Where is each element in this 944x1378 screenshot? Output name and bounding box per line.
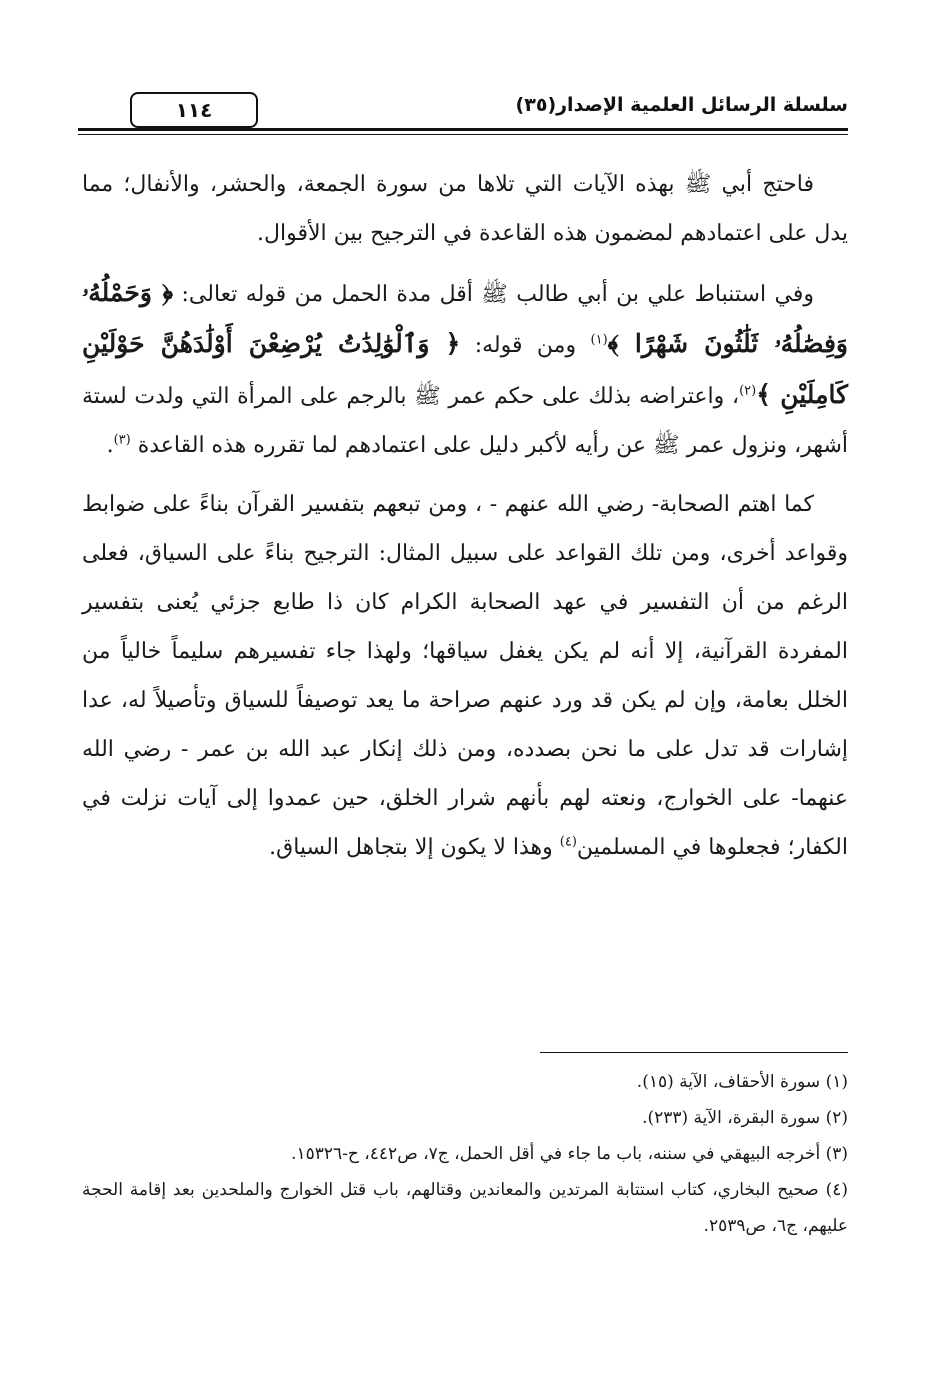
paragraph-2-intro: وفي استنباط علي بن أبي طالب ﷺ أقل مدة الحمل من قوله تعالى: (181, 282, 814, 307)
series-title: سلسلة الرسائل العلمية الإصدار(٣٥) (515, 94, 848, 116)
footnote-ref-4: (٤) (559, 834, 577, 850)
footnote-3: (٣) أخرجه البيهقي في سننه، باب ما جاء في أقل الحمل، ج٧، ص٤٤٢، ح-١٥٣٢٦. (291, 1144, 848, 1164)
page-number: ١١٤ (130, 92, 258, 128)
footnote-4: (٤) صحيح البخاري، كتاب استتابة المرتدين والمعاندين وقتالهم، باب قتل الخوارج والملحدين بعد إقامة الحجة عليهم، ج٦، ص٢٥٣٩. (82, 1180, 848, 1236)
paragraph-3-main: كما اهتم الصحابة- رضي الله عنهم - ، ومن تبعهم بتفسير القرآن بناءً على ضوابط وقواعد أخرى، ومن تلك القواعد على سبيل المثال: الترجيح بناءً على السياق، فعلى الرغم من أن التفسير في عهد الصحابة الكرام كان ذا طابع جزئي يُعنى بتفسير المفردة القرآنية، إلا أنه لم يكن يغفل سياقها؛ ولهذا جاء تفسيرهم سليماً خالياً من الخلل بعامة، وإن لم يكن قد ورد عنهم صراحة ما يعد توصيفاً للسياق وتأصيلاً له، عدا إشارات قد تدل على ما نحن بصدده، ومن ذلك إنكار عبد الله بن عمر - رضي الله عنهما- على الخوارج، ونعته لهم بأنهم شرار الخلق، حين عمدوا إلى آيات نزلت في الكفار؛ فجعلوها في المسلمين (82, 492, 848, 860)
footnote-ref-3: (٣) (113, 432, 131, 448)
footnote-ref-2: (٢) (739, 383, 757, 399)
footnote-separator (540, 1052, 848, 1053)
footnote-1: (١) سورة الأحقاف، الآية (١٥). (636, 1072, 848, 1092)
footnote-ref-1: (١) (590, 332, 608, 348)
paragraph-1: فاحتج أبي ﷺ بهذه الآيات التي تلاها من سورة الجمعة، والحشر، والأنفال؛ مما يدل على اعتمادهم لمضمون هذه القاعدة في الترجيح بين الأقوال. (82, 172, 848, 246)
quran-verse-1: ﴿ وَحَمْلُهُۥ وَفِصَٰلُهُۥ ثَلَٰثُونَ شَهْرًا ﴾ (82, 278, 848, 358)
quran-verse-2: ﴿ وَٱلْوَٰلِدَٰتُ يُرْضِعْنَ أَوْلَٰدَهُنَّ حَوْلَيْنِ كَامِلَيْنِ ﴾ (82, 329, 848, 409)
header-rule-thick (78, 128, 848, 131)
paragraph-2 (82, 268, 848, 470)
header-rule-thin (78, 134, 848, 135)
paragraph-2-end: . (106, 433, 114, 458)
page-header (78, 88, 848, 128)
body-text (82, 160, 848, 882)
paragraph-2-connector: ومن قوله: (474, 333, 577, 358)
footnotes (82, 1064, 848, 1244)
footnote-2: (٢) سورة البقرة، الآية (٢٣٣). (642, 1108, 848, 1128)
paragraph-3 (82, 480, 848, 872)
paragraph-3-end: وهذا لا يكون إلا بتجاهل السياق. (269, 835, 560, 860)
paragraph-2-rest: ، واعتراضه بذلك على حكم عمر ﷺ بالرجم على المرأة التي ولدت لستة أشهر، ونزول عمر ﷺ عن رأيه لأكبر دليل على اعتمادهم لما تقرره هذه القاعدة (82, 384, 848, 458)
